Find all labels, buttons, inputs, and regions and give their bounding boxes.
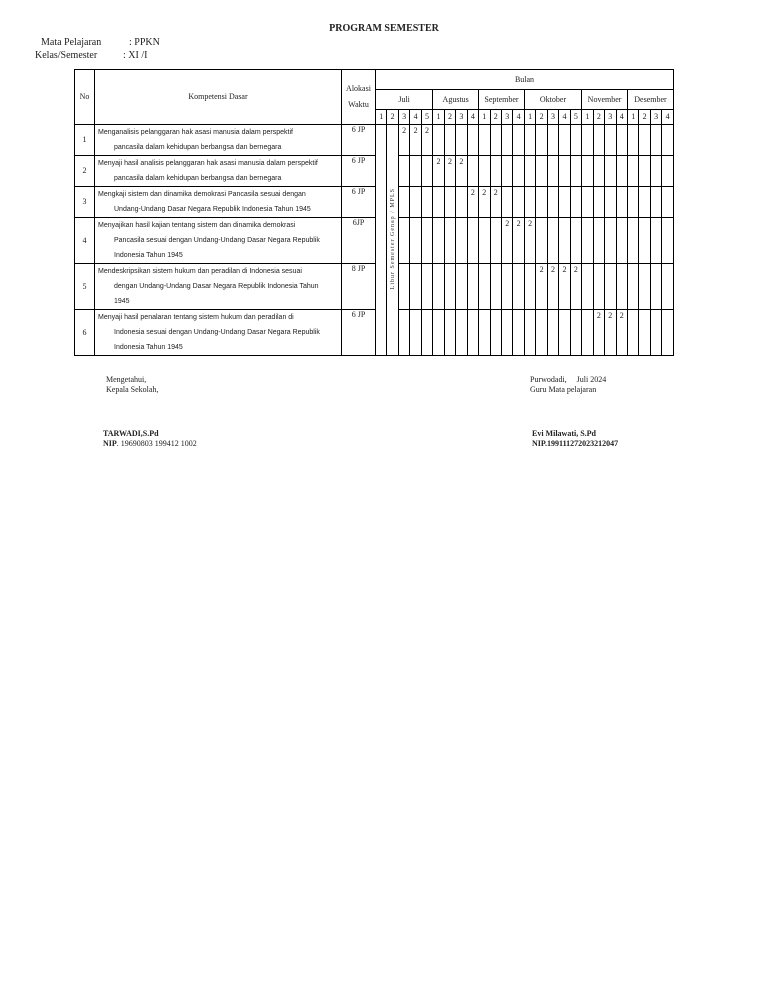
row-kompetensi-dasar: Mendeskripsikan sistem hukum dan peradilan di Indonesia sesuai dengan Undang-Undang Dasar Negara Republik Indonesia Tahun 1945 bbox=[95, 264, 342, 310]
week-cell bbox=[501, 310, 512, 356]
right-signature-block bbox=[530, 375, 606, 395]
week-cell: 2 bbox=[433, 156, 444, 187]
week-cell bbox=[639, 187, 650, 218]
week-cell bbox=[421, 310, 432, 356]
class-label: Kelas/Semester bbox=[35, 50, 98, 61]
week-header: 3 bbox=[605, 110, 616, 125]
week-cell bbox=[410, 156, 421, 187]
week-cell bbox=[398, 156, 409, 187]
table-row bbox=[75, 187, 674, 218]
week-cell: 2 bbox=[547, 264, 558, 310]
week-cell bbox=[398, 264, 409, 310]
week-header: 2 bbox=[444, 110, 455, 125]
teacher-nip: NIP.199111272023212047 bbox=[532, 439, 619, 448]
week-cell bbox=[421, 218, 432, 264]
table-row bbox=[75, 125, 674, 156]
acknowledged-label: Mengetahui, bbox=[106, 375, 147, 384]
week-cell bbox=[536, 218, 547, 264]
week-cell bbox=[662, 156, 674, 187]
week-cell bbox=[627, 218, 638, 264]
table-row bbox=[75, 264, 674, 310]
week-cell bbox=[593, 187, 604, 218]
week-cell bbox=[536, 310, 547, 356]
week-cell: 2 bbox=[421, 125, 432, 156]
week-cell bbox=[490, 264, 501, 310]
week-header: 1 bbox=[582, 110, 593, 125]
week-header: 3 bbox=[547, 110, 558, 125]
week-cell bbox=[456, 310, 467, 356]
principal-label: Kepala Sekolah, bbox=[106, 385, 159, 394]
week-cell bbox=[559, 218, 570, 264]
week-cell bbox=[421, 264, 432, 310]
week-cell bbox=[376, 125, 387, 356]
week-cell bbox=[570, 187, 581, 218]
week-header: 1 bbox=[433, 110, 444, 125]
week-cell bbox=[444, 310, 455, 356]
week-cell: 2 bbox=[398, 125, 409, 156]
week-cell bbox=[501, 156, 512, 187]
week-cell bbox=[501, 187, 512, 218]
header-no: No bbox=[75, 70, 95, 125]
week-cell bbox=[467, 310, 478, 356]
week-cell bbox=[421, 156, 432, 187]
class-line bbox=[35, 50, 147, 61]
row-no: 6 bbox=[75, 310, 95, 356]
week-cell bbox=[513, 187, 524, 218]
week-header: 5 bbox=[570, 110, 581, 125]
week-cell bbox=[410, 310, 421, 356]
week-cell bbox=[433, 264, 444, 310]
week-cell bbox=[467, 218, 478, 264]
week-cell bbox=[582, 310, 593, 356]
week-cell bbox=[410, 187, 421, 218]
week-cell bbox=[559, 310, 570, 356]
week-cell bbox=[456, 218, 467, 264]
teacher-label: Guru Mata pelajaran bbox=[530, 385, 597, 394]
week-cell bbox=[639, 125, 650, 156]
right-signer bbox=[532, 429, 618, 449]
week-cell bbox=[639, 156, 650, 187]
week-cell: 2 bbox=[593, 310, 604, 356]
week-cell: 2 bbox=[513, 218, 524, 264]
semester-program-table bbox=[74, 69, 674, 356]
week-cell bbox=[513, 125, 524, 156]
week-header: 4 bbox=[513, 110, 524, 125]
table-row bbox=[75, 310, 674, 356]
month-header: Desember bbox=[627, 90, 673, 110]
week-cell bbox=[570, 125, 581, 156]
week-cell: 2 bbox=[467, 187, 478, 218]
row-no: 1 bbox=[75, 125, 95, 156]
row-kompetensi-dasar: Menyaji hasil penalaran tentang sistem hukum dan peradilan di Indonesia sesuai dengan Undang-Undang Dasar Negara Republik Indonesia Tahun 1945 bbox=[95, 310, 342, 356]
week-cell bbox=[662, 187, 674, 218]
week-header: 1 bbox=[627, 110, 638, 125]
week-cell bbox=[627, 187, 638, 218]
week-cell bbox=[410, 218, 421, 264]
week-cell bbox=[444, 125, 455, 156]
week-cell bbox=[650, 125, 661, 156]
row-alokasi: 8 JP bbox=[342, 264, 376, 310]
week-cell bbox=[582, 264, 593, 310]
week-cell bbox=[524, 264, 535, 310]
week-cell bbox=[627, 264, 638, 310]
week-cell bbox=[559, 125, 570, 156]
week-header: 4 bbox=[616, 110, 627, 125]
week-header: 1 bbox=[376, 110, 387, 125]
week-cell bbox=[479, 156, 490, 187]
week-header: 1 bbox=[524, 110, 535, 125]
week-header: 1 bbox=[479, 110, 490, 125]
week-header: 5 bbox=[421, 110, 432, 125]
week-cell bbox=[433, 125, 444, 156]
month-header: Agustus bbox=[433, 90, 479, 110]
week-cell bbox=[616, 156, 627, 187]
week-cell bbox=[536, 125, 547, 156]
week-header: 3 bbox=[398, 110, 409, 125]
week-cell bbox=[616, 187, 627, 218]
row-kompetensi-dasar: Menganalisis pelanggaran hak asasi manusia dalam perspektif pancasila dalam kehidupan berbangsa dan bernegara bbox=[95, 125, 342, 156]
week-header: 2 bbox=[639, 110, 650, 125]
week-cell bbox=[524, 156, 535, 187]
week-cell bbox=[524, 125, 535, 156]
week-cell: 2 bbox=[536, 264, 547, 310]
week-header: 3 bbox=[501, 110, 512, 125]
row-alokasi: 6 JP bbox=[342, 125, 376, 156]
week-cell bbox=[616, 218, 627, 264]
week-cell bbox=[536, 156, 547, 187]
week-header: 4 bbox=[662, 110, 674, 125]
class-value: : XI /I bbox=[123, 50, 148, 61]
subject-line bbox=[41, 37, 160, 48]
week-cell: 2 bbox=[410, 125, 421, 156]
week-cell bbox=[650, 264, 661, 310]
week-cell: 2 bbox=[616, 310, 627, 356]
week-cell bbox=[570, 218, 581, 264]
week-header: 2 bbox=[490, 110, 501, 125]
week-cell bbox=[559, 156, 570, 187]
week-header: 2 bbox=[387, 110, 398, 125]
month-header: September bbox=[479, 90, 525, 110]
row-kompetensi-dasar: Mengkaji sistem dan dinamika demokrasi Pancasila sesuai dengan Undang-Undang Dasar Negara Republik Indonesia Tahun 1945 bbox=[95, 187, 342, 218]
row-alokasi: 6 JP bbox=[342, 156, 376, 187]
week-cell bbox=[559, 187, 570, 218]
row-no: 4 bbox=[75, 218, 95, 264]
week-cell bbox=[650, 156, 661, 187]
principal-name: TARWADI,S.Pd bbox=[103, 429, 159, 438]
week-cell bbox=[490, 218, 501, 264]
week-cell bbox=[593, 156, 604, 187]
week-cell bbox=[593, 218, 604, 264]
week-cell bbox=[547, 218, 558, 264]
week-cell bbox=[467, 156, 478, 187]
week-cell bbox=[605, 218, 616, 264]
week-cell bbox=[627, 310, 638, 356]
week-cell bbox=[524, 310, 535, 356]
week-cell bbox=[398, 187, 409, 218]
month-header: Juli bbox=[376, 90, 433, 110]
week-header: 4 bbox=[559, 110, 570, 125]
row-no: 3 bbox=[75, 187, 95, 218]
week-cell bbox=[421, 187, 432, 218]
week-cell: 2 bbox=[479, 187, 490, 218]
week-cell: 2 bbox=[524, 218, 535, 264]
week-cell bbox=[513, 264, 524, 310]
row-no: 5 bbox=[75, 264, 95, 310]
week-header: 2 bbox=[536, 110, 547, 125]
header-bulan: Bulan bbox=[376, 70, 674, 90]
left-signature-block bbox=[106, 375, 158, 395]
subject-value: : PPKN bbox=[129, 37, 160, 48]
week-cell bbox=[444, 218, 455, 264]
week-header: 4 bbox=[410, 110, 421, 125]
week-cell bbox=[582, 156, 593, 187]
week-cell bbox=[582, 218, 593, 264]
week-cell bbox=[501, 264, 512, 310]
principal-nip: NIP. 19690803 199412 1002 bbox=[103, 439, 197, 448]
week-cell bbox=[650, 310, 661, 356]
week-cell bbox=[547, 156, 558, 187]
week-cell bbox=[456, 187, 467, 218]
week-cell bbox=[467, 125, 478, 156]
week-header: 4 bbox=[467, 110, 478, 125]
week-cell bbox=[662, 310, 674, 356]
week-cell bbox=[650, 187, 661, 218]
week-cell bbox=[582, 187, 593, 218]
week-cell bbox=[547, 187, 558, 218]
week-cell bbox=[547, 310, 558, 356]
week-cell bbox=[398, 218, 409, 264]
week-cell bbox=[433, 310, 444, 356]
week-cell: 2 bbox=[559, 264, 570, 310]
week-cell bbox=[662, 264, 674, 310]
week-cell bbox=[479, 125, 490, 156]
row-alokasi: 6 JP bbox=[342, 187, 376, 218]
week-header: 3 bbox=[650, 110, 661, 125]
week-cell bbox=[536, 187, 547, 218]
week-cell bbox=[456, 264, 467, 310]
week-cell bbox=[662, 125, 674, 156]
week-cell bbox=[605, 264, 616, 310]
week-cell bbox=[605, 187, 616, 218]
week-cell: 2 bbox=[456, 156, 467, 187]
week-cell bbox=[593, 125, 604, 156]
week-cell: 2 bbox=[490, 187, 501, 218]
week-cell bbox=[570, 156, 581, 187]
week-cell bbox=[410, 264, 421, 310]
week-cell bbox=[650, 218, 661, 264]
holiday-note: Libur Semester Genap / MPLS bbox=[387, 125, 398, 356]
week-cell bbox=[639, 218, 650, 264]
week-cell: 2 bbox=[570, 264, 581, 310]
week-cell bbox=[433, 187, 444, 218]
table-row bbox=[75, 156, 674, 187]
week-cell bbox=[513, 156, 524, 187]
week-cell bbox=[490, 310, 501, 356]
week-cell bbox=[513, 310, 524, 356]
week-cell bbox=[593, 264, 604, 310]
week-cell bbox=[490, 125, 501, 156]
week-cell bbox=[456, 125, 467, 156]
week-cell: 2 bbox=[444, 156, 455, 187]
week-cell: 2 bbox=[501, 218, 512, 264]
left-signer bbox=[103, 429, 197, 449]
week-cell bbox=[639, 264, 650, 310]
week-cell bbox=[627, 125, 638, 156]
week-cell bbox=[627, 156, 638, 187]
week-cell: 2 bbox=[605, 310, 616, 356]
week-cell bbox=[639, 310, 650, 356]
week-cell bbox=[547, 125, 558, 156]
week-cell bbox=[398, 310, 409, 356]
week-header: 3 bbox=[456, 110, 467, 125]
week-cell bbox=[433, 218, 444, 264]
subject-label: Mata Pelajaran bbox=[41, 37, 102, 48]
teacher-name: Evi Milawati, S.Pd bbox=[532, 429, 597, 438]
week-cell bbox=[467, 264, 478, 310]
header-alokasi-waktu: Alokasi Waktu bbox=[342, 70, 376, 125]
row-kompetensi-dasar: Menyajikan hasil kajian tentang sistem dan dinamika demokrasi Pancasila sesuai dengan Undang-Undang Dasar Negara Republik Indonesia Tahun 1945 bbox=[95, 218, 342, 264]
page-title: PROGRAM SEMESTER bbox=[329, 23, 439, 34]
row-kompetensi-dasar: Menyaji hasil analisis pelanggaran hak asasi manusia dalam perspektif pancasila dalam kehidupan berbangsa dan bernegara bbox=[95, 156, 342, 187]
week-cell bbox=[524, 187, 535, 218]
row-no: 2 bbox=[75, 156, 95, 187]
week-cell bbox=[582, 125, 593, 156]
week-cell bbox=[444, 264, 455, 310]
week-cell bbox=[570, 310, 581, 356]
week-cell bbox=[605, 125, 616, 156]
week-cell bbox=[479, 310, 490, 356]
week-cell bbox=[616, 264, 627, 310]
week-cell bbox=[605, 156, 616, 187]
week-cell bbox=[479, 264, 490, 310]
week-cell bbox=[490, 156, 501, 187]
row-alokasi: 6 JP bbox=[342, 310, 376, 356]
row-alokasi: 6JP bbox=[342, 218, 376, 264]
week-cell bbox=[616, 125, 627, 156]
month-header: November bbox=[582, 90, 628, 110]
month-header: Oktober bbox=[524, 90, 581, 110]
place-date: Purwodadi, Juli 2024 bbox=[530, 375, 607, 384]
table-row bbox=[75, 218, 674, 264]
header-kompetensi-dasar: Kompetensi Dasar bbox=[95, 70, 342, 125]
week-cell bbox=[501, 125, 512, 156]
week-cell bbox=[444, 187, 455, 218]
week-cell bbox=[662, 218, 674, 264]
week-cell bbox=[479, 218, 490, 264]
week-header: 2 bbox=[593, 110, 604, 125]
